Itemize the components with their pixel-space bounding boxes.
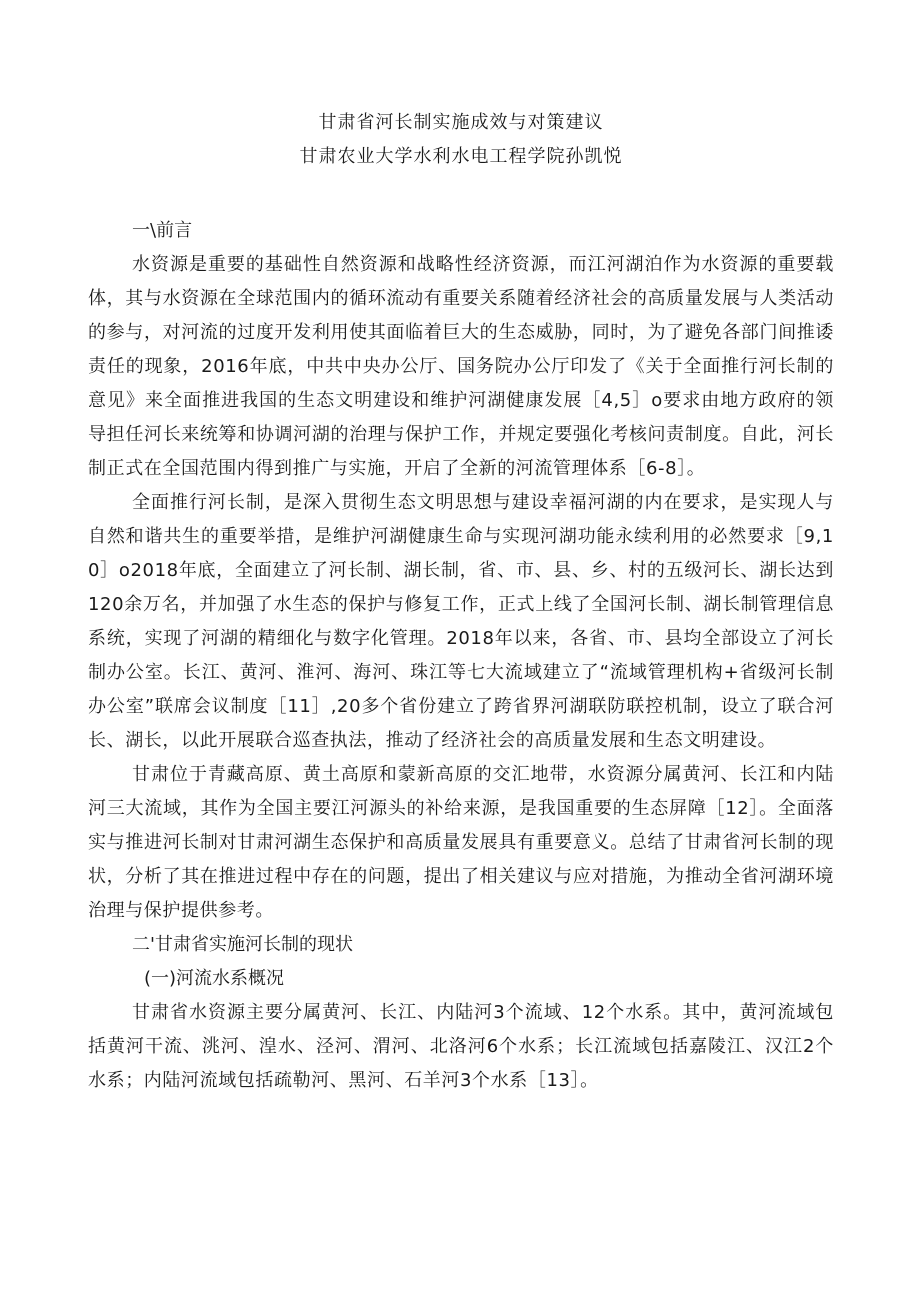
section-heading-intro: 一\前言 xyxy=(132,220,193,241)
section-heading-status: 二'甘肃省实施河长制的现状 xyxy=(132,934,353,955)
subsection-heading-rivers: (一)河流水系概况 xyxy=(144,968,285,989)
paragraph-intro-1: 水资源是重要的基础性自然资源和战略性经济资源，而江河湖泊作为水资源的重要载体，其与水资源在全球范围内的循环流动有重要关系随着经济社会的高质量发展与人类活动的参与，对河流的过度开发利用使其面临着巨大的生态威胁，同时，为了避免各部门间推诿责任的现象，2016年底，中共中央办公厅、国务院办公厅印发了《关于全面推行河长制的意见》来全面推进我国的生态文明建设和维护河湖健康发展［4,5］o要求由地方政府的领导担任河长来统筹和协调河湖的治理与保护工作，并规定要强化考核问责制度。自此，河长制正式在全国范围内得到推广与实施，开启了全新的河流管理体系［6-8］。 xyxy=(88,254,834,479)
title-block xyxy=(88,106,834,174)
author-line: 甘肃农业大学水利水电工程学院孙凯悦 xyxy=(299,146,623,167)
paragraph-intro-3: 甘肃位于青藏高原、黄土高原和蒙新高原的交汇地带，水资源分属黄河、长江和内陆河三大流域，其作为全国主要江河源头的补给来源，是我国重要的生态屏障［12］。全面落实与推进河长制对甘肃河湖生态保护和高质量发展具有重要意义。总结了甘肃省河长制的现状，分析了其在推进过程中存在的问题，提出了相关建议与应对措施，为推动全省河湖环境治理与保护提供参考。 xyxy=(88,764,834,921)
paragraph-intro-2: 全面推行河长制，是深入贯彻生态文明思想与建设幸福河湖的内在要求，是实现人与自然和谐共生的重要举措，是维护河湖健康生命与实现河湖功能永续利用的必然要求［9,10］o2018年底，全面建立了河长制、湖长制，省、市、县、乡、村的五级河长、湖长达到120余万名，并加强了水生态的保护与修复工作，正式上线了全国河长制、湖长制管理信息系统，实现了河湖的精细化与数字化管理。2018年以来，各省、市、县均全部设立了河长制办公室。长江、黄河、淮河、海河、珠江等七大流域建立了“流域管理机构+省级河长制办公室”联席会议制度［11］,20多个省份建立了跨省界河湖联防联控机制，设立了联合河长、湖长，以此开展联合巡查执法，推动了经济社会的高质量发展和生态文明建设。 xyxy=(88,492,834,751)
paragraph-rivers-1: 甘肃省水资源主要分属黄河、长江、内陆河3个流域、12个水系。其中，黄河流域包括黄河干流、洮河、湟水、泾河、渭河、北洛河6个水系；长江流域包括嘉陵江、汉江2个水系；内陆河流域包括疏勒河、黑河、石羊河3个水系［13］。 xyxy=(88,1002,834,1091)
document-title: 甘肃省河长制实施成效与对策建议 xyxy=(318,112,604,133)
